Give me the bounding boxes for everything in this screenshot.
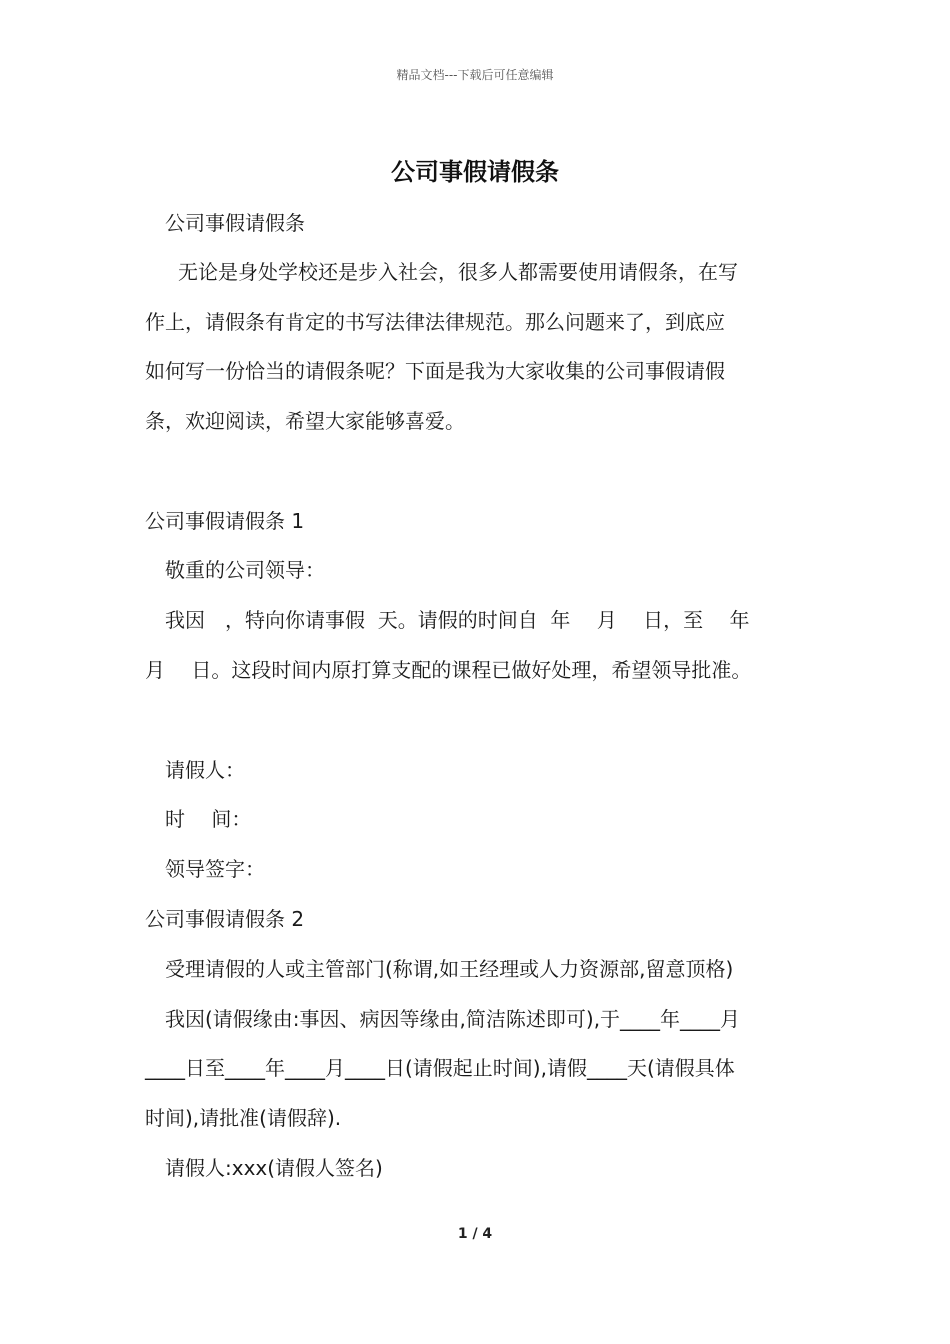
leader-signature-label: 领导签字： [165, 857, 265, 881]
section-heading-2: 公司事假请假条 2 [145, 907, 305, 931]
intro-paragraph-line: 作上，请假条有肯定的书写法律法律规范。那么问题来了，到底应 [145, 310, 725, 334]
intro-paragraph-line: 无论是身处学校还是步入社会，很多人都需要使用请假条，在写 [178, 260, 738, 284]
page-header-note: 精品文档---下载后可任意编辑 [396, 68, 554, 82]
subtitle: 公司事假请假条 [165, 211, 305, 235]
page-number: 1 / 4 [457, 1226, 493, 1242]
letter-body-line: 我因 ，特向你请事假 天。请假的时间自 年 月 日，至 年 [165, 608, 750, 632]
applicant-label: 请假人： [165, 758, 245, 782]
section-heading-1: 公司事假请假条 1 [145, 509, 305, 533]
letter-body-line: 月 日。这段时间内原打算支配的课程已做好处理，希望领导批准。 [145, 658, 752, 682]
document-title: 公司事假请假条 [391, 158, 559, 186]
salutation: 敬重的公司领导： [165, 558, 325, 582]
template-body-line: 时间),请批准(请假辞). [145, 1106, 342, 1130]
template-body-line: ____日至____年____月____日(请假起止时间),请假____天(请假具体 [145, 1056, 735, 1080]
intro-paragraph-line: 条，欢迎阅读，希望大家能够喜爱。 [145, 409, 465, 433]
template-applicant-line: 请假人:xxx(请假人签名) [165, 1156, 383, 1180]
template-recipient-line: 受理请假的人或主管部门(称谓,如王经理或人力资源部,留意顶格) [165, 957, 734, 981]
intro-paragraph-line: 如何写一份恰当的请假条呢？下面是我为大家收集的公司事假请假 [145, 359, 725, 383]
template-body-line: 我因(请假缘由:事因、病因等缘由,简洁陈述即可),于____年____月 [165, 1007, 741, 1031]
time-label: 时 间： [165, 807, 252, 831]
